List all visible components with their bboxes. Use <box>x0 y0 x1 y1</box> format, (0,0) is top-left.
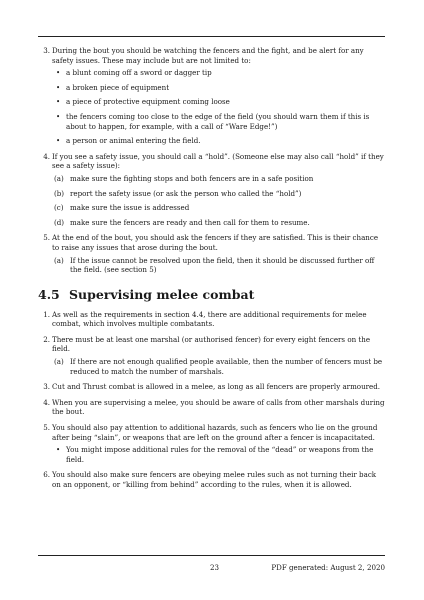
bullet-text: a person or animal entering the field. <box>66 136 201 146</box>
item-number: 4. <box>43 397 50 407</box>
bullet-text: the fencers coming too close to the edge of the field (you should warn them if this is about to happen, for example, with a call of “Ware Edge!”) <box>66 111 370 131</box>
item-text: There must be at least one marshal (or authorised fencer) for every eight fencers on the field. <box>52 334 371 354</box>
bullet-item <box>52 68 385 78</box>
sub-list <box>52 174 385 227</box>
sub-item-text: make sure the fencers are ready and then call for them to resume. <box>70 217 310 227</box>
sub-item-text: make sure the fighting stops and both fencers are in a safe position <box>70 173 314 183</box>
bullet-icon: • <box>56 136 61 146</box>
sub-item <box>52 203 385 213</box>
bullet-list <box>52 445 385 464</box>
list-item <box>38 335 385 376</box>
section-title: Supervising melee combat <box>69 286 255 302</box>
item-text: At the end of the bout, you should ask the fencers if they are satisfied. This is their chance to raise any issues that arose during the bout. <box>52 233 379 252</box>
list-item <box>38 310 385 329</box>
footer-rule <box>38 555 385 556</box>
item-number: 3. <box>43 46 50 55</box>
item-text: You should also pay attention to additional hazards, such as fencers who lie on the ground after being “slain”, or weapons that are left on the ground after a fencer is incapacitated. <box>52 423 378 442</box>
list-item <box>38 382 385 392</box>
list-item <box>38 470 385 489</box>
bullet-item <box>52 445 385 464</box>
sub-item <box>52 174 385 184</box>
bullet-text: You might impose additional rules for the removal of the “dead” or weapons from the field. <box>66 445 374 464</box>
bullet-icon: • <box>56 111 61 121</box>
sub-item-label: (b) <box>54 188 65 198</box>
header-rule <box>38 36 385 37</box>
sub-item-label: (a) <box>54 255 64 265</box>
item-number: 1. <box>43 309 50 319</box>
list-item <box>38 423 385 464</box>
numbered-list-continued <box>38 46 385 275</box>
bullet-text: a piece of protective equipment coming loose <box>66 97 230 107</box>
sub-item-label: (c) <box>54 203 64 213</box>
bullet-icon: • <box>56 82 61 92</box>
bullet-icon: • <box>56 68 61 78</box>
item-text: You should also make sure fencers are obeying melee rules such as not turning their back on an opponent, or “killing from behind” according to the rules, when it is allowed. <box>52 470 377 489</box>
bullet-item <box>52 83 385 93</box>
bullet-list <box>52 68 385 146</box>
numbered-list-melee <box>38 310 385 490</box>
item-text: When you are supervising a melee, you should be aware of calls from other marshals during the bout. <box>52 397 385 417</box>
bullet-text: a broken piece of equipment <box>66 82 170 92</box>
list-item <box>38 233 385 274</box>
sub-list <box>52 357 385 376</box>
item-text: During the bout you should be watching the fencers and the fight, and be alert for any safety issues. These may include but are not limited to: <box>52 46 364 65</box>
item-number: 3. <box>43 382 50 392</box>
sub-item <box>52 256 385 275</box>
sub-item <box>52 218 385 228</box>
bullet-text: a blunt coming off a sword or dagger tip <box>66 68 212 78</box>
item-number: 6. <box>43 470 50 480</box>
list-item <box>38 46 385 146</box>
item-number: 5. <box>43 423 50 433</box>
item-number: 4. <box>43 151 50 161</box>
generated-date: PDF generated: August 2, 2020 <box>271 563 385 572</box>
sub-item-label: (d) <box>54 217 65 227</box>
sub-item <box>52 189 385 199</box>
bullet-icon: • <box>56 445 61 455</box>
sub-item-text: make sure the issue is addressed <box>70 203 190 213</box>
sub-item-text: report the safety issue (or ask the person who called the “hold”) <box>70 188 302 198</box>
item-text: As well as the requirements in section 4.4, there are additional requirements for melee combat, which involves multiple combatants. <box>52 309 367 329</box>
section-number: 4.5 <box>38 286 60 302</box>
sub-list <box>52 256 385 275</box>
item-text: If you see a safety issue, you should call a “hold”. (Someone else may also call “hold” if they see a safety issue): <box>52 151 384 171</box>
list-item <box>38 152 385 228</box>
bullet-item <box>52 112 385 131</box>
sub-item-text: If there are not enough qualified people available, then the number of fencers must be reduced to match the number of marshals. <box>70 357 383 376</box>
bullet-item <box>52 97 385 107</box>
page-number: 23 <box>210 563 220 572</box>
page-content <box>38 46 385 496</box>
item-number: 2. <box>43 334 50 344</box>
bullet-item <box>52 136 385 146</box>
sub-item <box>52 357 385 376</box>
item-number: 5. <box>43 233 50 243</box>
sub-item-label: (a) <box>54 357 64 367</box>
item-text: Cut and Thrust combat is allowed in a melee, as long as all fencers are properly armoured. <box>52 382 381 392</box>
sub-item-label: (a) <box>54 173 64 183</box>
bullet-icon: • <box>56 97 61 107</box>
sub-item-text: If the issue cannot be resolved upon the field, then it should be discussed further off the field. (see section 5) <box>70 255 375 275</box>
section-heading <box>38 287 385 302</box>
list-item <box>38 398 385 417</box>
